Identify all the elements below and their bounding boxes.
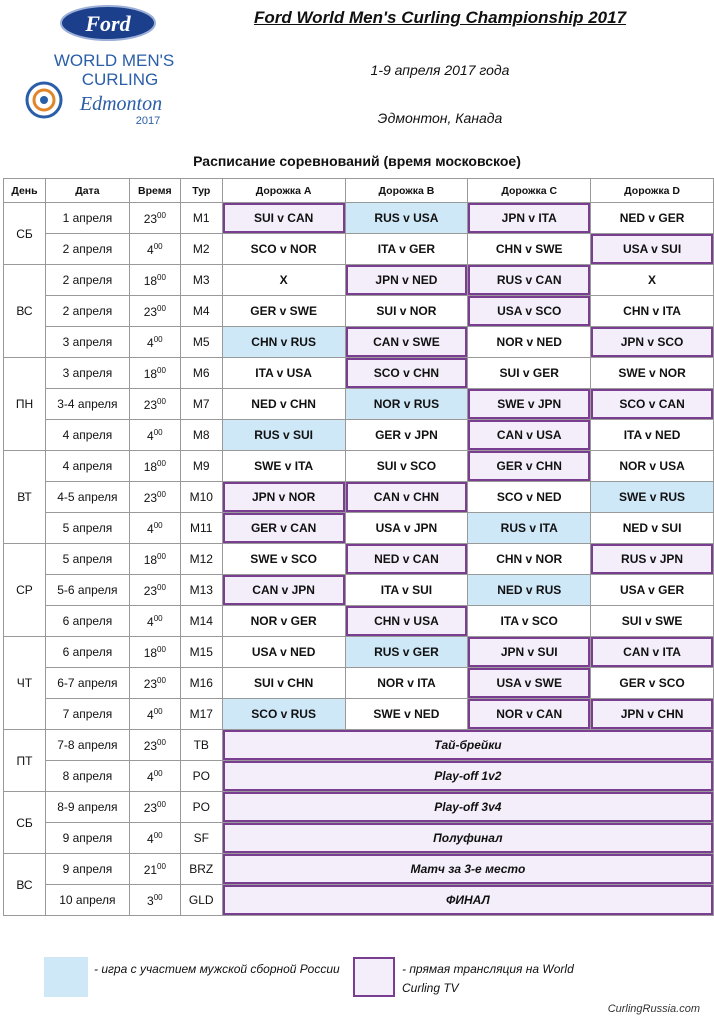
time-hour: 23	[143, 304, 158, 319]
time-minutes: 00	[157, 675, 166, 685]
page-title: Ford World Men's Curling Championship 2017	[253, 8, 627, 27]
col-date: Дата	[45, 179, 129, 203]
time-minutes: 00	[157, 861, 166, 871]
schedule-table	[3, 178, 714, 916]
game-cell: CHN v USA	[345, 606, 468, 637]
time-minutes: 00	[153, 427, 163, 437]
game-cell: SWE v RUS	[591, 482, 714, 513]
schedule-row	[4, 544, 714, 575]
round-cell: M11	[180, 513, 222, 544]
date-cell: 4 апреля	[45, 451, 129, 482]
time-minutes: 00	[153, 768, 163, 778]
schedule-row	[4, 823, 714, 854]
day-cell: ПТ	[4, 730, 46, 792]
game-cell: SWE v NED	[345, 699, 468, 730]
game-cell: ITA v USA	[222, 358, 345, 389]
time-cell	[129, 854, 180, 885]
time-hour: 18	[143, 273, 158, 288]
time-hour: 23	[143, 676, 158, 691]
schedule-row	[4, 730, 714, 761]
time-hour: 18	[143, 366, 158, 381]
game-cell: CAN v CHN	[345, 482, 468, 513]
time-minutes: 00	[157, 551, 166, 561]
day-cell: СБ	[4, 203, 46, 265]
time-minutes: 00	[153, 520, 163, 530]
round-cell: M9	[180, 451, 222, 482]
round-cell: M14	[180, 606, 222, 637]
game-cell: USA v SCO	[468, 296, 591, 327]
round-cell: M15	[180, 637, 222, 668]
game-cell: SCO v CAN	[591, 389, 714, 420]
schedule-row	[4, 761, 714, 792]
schedule-row	[4, 358, 714, 389]
logo-line1: WORLD MEN'S	[53, 51, 175, 70]
round-cell: M16	[180, 668, 222, 699]
time-hour: 4	[147, 335, 154, 350]
event-cell: ФИНАЛ	[222, 885, 713, 916]
time-hour: 3	[147, 893, 154, 908]
date-cell: 1 апреля	[45, 203, 129, 234]
day-cell: ЧТ	[4, 637, 46, 730]
schedule-row	[4, 296, 714, 327]
game-cell: X	[222, 265, 345, 296]
time-cell	[129, 637, 180, 668]
col-round: Тур	[180, 179, 222, 203]
game-cell: CHN v RUS	[222, 327, 345, 358]
game-cell: SUI v CHN	[222, 668, 345, 699]
event-cell: Матч за 3-е место	[222, 854, 713, 885]
col-time: Время	[129, 179, 180, 203]
schedule-row	[4, 668, 714, 699]
game-cell: USA v GER	[591, 575, 714, 606]
schedule-row	[4, 854, 714, 885]
time-minutes: 00	[157, 458, 166, 468]
game-cell: SWE v ITA	[222, 451, 345, 482]
round-cell: M17	[180, 699, 222, 730]
game-cell: JPN v SCO	[591, 327, 714, 358]
game-cell: RUS v GER	[345, 637, 468, 668]
game-cell: RUS v CAN	[468, 265, 591, 296]
date-cell: 9 апреля	[45, 854, 129, 885]
round-cell: M1	[180, 203, 222, 234]
time-cell	[129, 420, 180, 451]
game-cell: SUI v CAN	[222, 203, 345, 234]
time-hour: 23	[143, 211, 158, 226]
game-cell: CAN v SWE	[345, 327, 468, 358]
event-cell: Полуфинал	[222, 823, 713, 854]
date-cell: 3-4 апреля	[45, 389, 129, 420]
round-cell: M8	[180, 420, 222, 451]
date-cell: 2 апреля	[45, 265, 129, 296]
schedule-row	[4, 265, 714, 296]
time-cell	[129, 544, 180, 575]
game-cell: ITA v GER	[345, 234, 468, 265]
round-cell: PO	[180, 792, 222, 823]
game-cell: JPN v NOR	[222, 482, 345, 513]
time-cell	[129, 606, 180, 637]
game-cell: CAN v JPN	[222, 575, 345, 606]
time-minutes: 00	[153, 830, 163, 840]
game-cell: SWE v SCO	[222, 544, 345, 575]
time-hour: 4	[147, 614, 154, 629]
game-cell: GER v SWE	[222, 296, 345, 327]
time-minutes: 00	[157, 489, 166, 499]
time-hour: 4	[147, 769, 154, 784]
game-cell: RUS v USA	[345, 203, 468, 234]
schedule-title: Расписание соревнований (время московское)	[193, 153, 521, 169]
time-hour: 4	[147, 428, 154, 443]
game-cell: JPN v NED	[345, 265, 468, 296]
time-cell	[129, 234, 180, 265]
legend-russia-text: - игра с участием мужской сборной России	[94, 962, 340, 976]
date-cell: 6 апреля	[45, 606, 129, 637]
game-cell: NOR v ITA	[345, 668, 468, 699]
time-cell	[129, 327, 180, 358]
time-cell	[129, 389, 180, 420]
time-cell	[129, 482, 180, 513]
game-cell: RUS v JPN	[591, 544, 714, 575]
time-hour: 18	[143, 645, 158, 660]
schedule-row	[4, 637, 714, 668]
game-cell: SUI v GER	[468, 358, 591, 389]
time-minutes: 00	[157, 644, 166, 654]
game-cell: SCO v RUS	[222, 699, 345, 730]
game-cell: NOR v CAN	[468, 699, 591, 730]
schedule-row	[4, 606, 714, 637]
time-hour: 4	[147, 831, 154, 846]
time-hour: 23	[143, 397, 158, 412]
game-cell: SCO v NOR	[222, 234, 345, 265]
time-hour: 4	[147, 707, 154, 722]
date-cell: 5-6 апреля	[45, 575, 129, 606]
date-cell: 5 апреля	[45, 513, 129, 544]
game-cell: SCO v CHN	[345, 358, 468, 389]
time-cell	[129, 823, 180, 854]
game-cell: X	[591, 265, 714, 296]
game-cell: CHN v NOR	[468, 544, 591, 575]
day-cell: СБ	[4, 792, 46, 854]
game-cell: SCO v NED	[468, 482, 591, 513]
round-cell: M5	[180, 327, 222, 358]
time-minutes: 00	[157, 582, 166, 592]
date-cell: 6-7 апреля	[45, 668, 129, 699]
event-cell: Play-off 3v4	[222, 792, 713, 823]
col-sheet-a: Дорожка A	[222, 179, 345, 203]
game-cell: NOR v RUS	[345, 389, 468, 420]
round-cell: SF	[180, 823, 222, 854]
round-cell: M7	[180, 389, 222, 420]
date-cell: 4 апреля	[45, 420, 129, 451]
game-cell: NED v GER	[591, 203, 714, 234]
date-cell: 3 апреля	[45, 358, 129, 389]
game-cell: ITA v SCO	[468, 606, 591, 637]
game-cell: GER v CAN	[222, 513, 345, 544]
event-location: Эдмонтон, Канада	[377, 110, 503, 126]
game-cell: USA v SUI	[591, 234, 714, 265]
time-minutes: 00	[157, 365, 166, 375]
logo-city: Edmonton	[79, 93, 163, 115]
event-cell: Play-off 1v2	[222, 761, 713, 792]
date-cell: 7 апреля	[45, 699, 129, 730]
date-cell: 7-8 апреля	[45, 730, 129, 761]
date-cell: 5 апреля	[45, 544, 129, 575]
game-cell: CHN v ITA	[591, 296, 714, 327]
round-cell: M12	[180, 544, 222, 575]
game-cell: JPN v SUI	[468, 637, 591, 668]
time-minutes: 00	[153, 892, 163, 902]
schedule-row	[4, 482, 714, 513]
round-cell: M6	[180, 358, 222, 389]
legend-tv-text: - прямая трансляция на World Curling TV	[402, 962, 574, 995]
curling-stone-icon	[27, 83, 61, 117]
time-hour: 23	[143, 490, 158, 505]
schedule-row	[4, 513, 714, 544]
logo-year: 2017	[135, 115, 161, 127]
schedule-row	[4, 575, 714, 606]
game-cell: NOR v USA	[591, 451, 714, 482]
legend-russia-swatch	[44, 957, 88, 997]
time-hour: 23	[143, 800, 158, 815]
time-minutes: 00	[153, 706, 163, 716]
round-cell: GLD	[180, 885, 222, 916]
time-cell	[129, 513, 180, 544]
round-cell: M3	[180, 265, 222, 296]
game-cell: NED v CHN	[222, 389, 345, 420]
round-cell: TB	[180, 730, 222, 761]
time-hour: 23	[143, 738, 158, 753]
schedule-row	[4, 234, 714, 265]
game-cell: RUS v SUI	[222, 420, 345, 451]
schedule-row	[4, 420, 714, 451]
col-sheet-d: Дорожка D	[591, 179, 714, 203]
time-minutes: 00	[157, 396, 166, 406]
time-minutes: 00	[153, 334, 163, 344]
time-minutes: 00	[153, 613, 163, 623]
schedule-row	[4, 792, 714, 823]
legend-tv-swatch	[353, 957, 395, 997]
schedule-row	[4, 327, 714, 358]
date-cell: 2 апреля	[45, 234, 129, 265]
round-cell: PO	[180, 761, 222, 792]
time-cell	[129, 575, 180, 606]
col-sheet-c: Дорожка C	[468, 179, 591, 203]
time-cell	[129, 792, 180, 823]
date-cell: 6 апреля	[45, 637, 129, 668]
game-cell: NED v RUS	[468, 575, 591, 606]
game-cell: JPN v CHN	[591, 699, 714, 730]
day-cell: ВТ	[4, 451, 46, 544]
game-cell: CHN v SWE	[468, 234, 591, 265]
game-cell: JPN v ITA	[468, 203, 591, 234]
game-cell: CAN v USA	[468, 420, 591, 451]
time-cell	[129, 296, 180, 327]
col-day: День	[4, 179, 46, 203]
time-minutes: 00	[157, 210, 166, 220]
time-hour: 18	[143, 459, 158, 474]
time-minutes: 00	[153, 241, 163, 251]
time-minutes: 00	[157, 737, 166, 747]
game-cell: SWE v JPN	[468, 389, 591, 420]
logo-line2: CURLING	[81, 70, 159, 89]
game-cell: GER v CHN	[468, 451, 591, 482]
game-cell: USA v NED	[222, 637, 345, 668]
time-cell	[129, 730, 180, 761]
game-cell: GER v JPN	[345, 420, 468, 451]
date-cell: 8-9 апреля	[45, 792, 129, 823]
time-hour: 4	[147, 521, 154, 536]
time-cell	[129, 668, 180, 699]
time-cell	[129, 358, 180, 389]
schedule-row	[4, 885, 714, 916]
schedule-row	[4, 389, 714, 420]
header-row	[4, 179, 714, 203]
date-cell: 2 апреля	[45, 296, 129, 327]
game-cell: ITA v NED	[591, 420, 714, 451]
event-logo	[18, 2, 188, 132]
game-cell: SUI v SCO	[345, 451, 468, 482]
game-cell: NED v SUI	[591, 513, 714, 544]
game-cell: GER v SCO	[591, 668, 714, 699]
time-cell	[129, 265, 180, 296]
round-cell: M4	[180, 296, 222, 327]
event-dates: 1-9 апреля 2017 года	[370, 62, 510, 78]
round-cell: M2	[180, 234, 222, 265]
schedule-row	[4, 699, 714, 730]
time-hour: 18	[143, 552, 158, 567]
time-minutes: 00	[157, 303, 166, 313]
game-cell: NOR v GER	[222, 606, 345, 637]
day-cell: ВС	[4, 854, 46, 916]
day-cell: СР	[4, 544, 46, 637]
time-cell	[129, 885, 180, 916]
game-cell: ITA v SUI	[345, 575, 468, 606]
game-cell: USA v JPN	[345, 513, 468, 544]
round-cell: BRZ	[180, 854, 222, 885]
date-cell: 10 апреля	[45, 885, 129, 916]
day-cell: ПН	[4, 358, 46, 451]
schedule-row	[4, 451, 714, 482]
time-cell	[129, 699, 180, 730]
round-cell: M13	[180, 575, 222, 606]
date-cell: 8 апреля	[45, 761, 129, 792]
event-cell: Тай-брейки	[222, 730, 713, 761]
time-cell	[129, 203, 180, 234]
game-cell: SUI v SWE	[591, 606, 714, 637]
time-hour: 4	[147, 242, 154, 257]
col-sheet-b: Дорожка B	[345, 179, 468, 203]
round-cell: M10	[180, 482, 222, 513]
game-cell: NOR v NED	[468, 327, 591, 358]
date-cell: 3 апреля	[45, 327, 129, 358]
logo-brand: Ford	[85, 11, 131, 36]
time-minutes: 00	[157, 272, 166, 282]
time-cell	[129, 761, 180, 792]
game-cell: NED v CAN	[345, 544, 468, 575]
time-hour: 23	[143, 583, 158, 598]
date-cell: 9 апреля	[45, 823, 129, 854]
game-cell: SWE v NOR	[591, 358, 714, 389]
time-cell	[129, 451, 180, 482]
time-hour: 21	[143, 862, 158, 877]
site-credit: CurlingRussia.com	[607, 1003, 700, 1015]
game-cell: SUI v NOR	[345, 296, 468, 327]
date-cell: 4-5 апреля	[45, 482, 129, 513]
game-cell: RUS v ITA	[468, 513, 591, 544]
day-cell: ВС	[4, 265, 46, 358]
game-cell: USA v SWE	[468, 668, 591, 699]
game-cell: CAN v ITA	[591, 637, 714, 668]
time-minutes: 00	[157, 799, 166, 809]
schedule-row	[4, 203, 714, 234]
